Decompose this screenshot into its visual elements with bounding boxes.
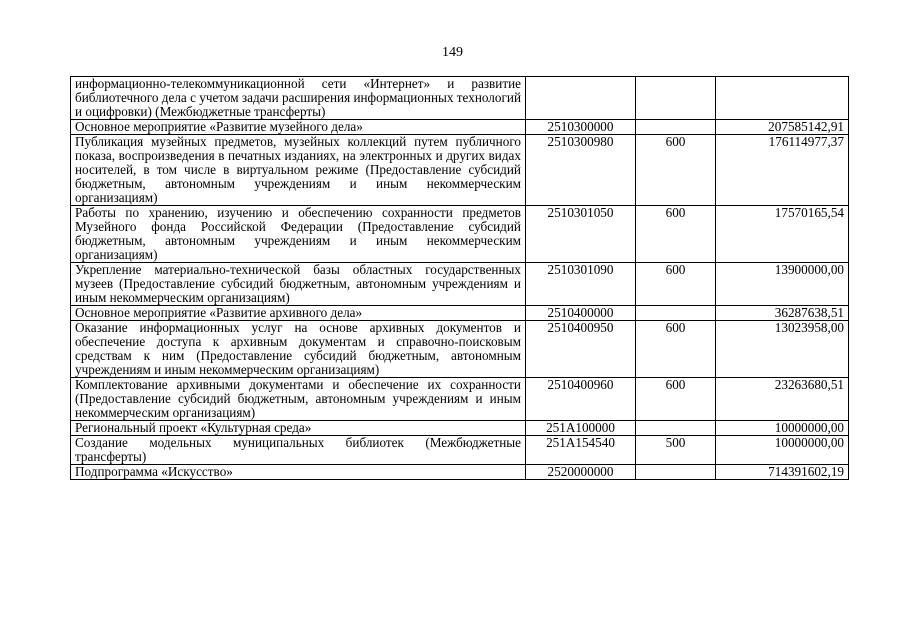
row-target-code: 2520000000: [526, 465, 636, 480]
row-expense-type: [636, 306, 716, 321]
row-target-code: [526, 77, 636, 120]
row-description: Подпрограмма «Искусство»: [71, 465, 526, 480]
table-row: [71, 465, 849, 480]
row-amount: 23263680,51: [716, 378, 849, 421]
row-expense-type: 600: [636, 321, 716, 378]
row-description: Работы по хранению, изучению и обеспечению сохранности предметов Музейного фонда Российской Федерации (Предоставление субсидий бюджетным, автономным учреждениям и иным некоммерческим организациям): [71, 206, 526, 263]
row-description: Основное мероприятие «Развитие архивного дела»: [71, 306, 526, 321]
row-target-code: 2510400960: [526, 378, 636, 421]
table-row: [71, 263, 849, 306]
row-expense-type: 500: [636, 436, 716, 465]
row-description: информационно-телекоммуникационной сети «Интернет» и развитие библиотечного дела с учетом задачи расширения информационных технологий и оцифровки) (Межбюджетные трансферты): [71, 77, 526, 120]
row-expense-type: [636, 465, 716, 480]
table-row: [71, 120, 849, 135]
row-expense-type: [636, 421, 716, 436]
row-expense-type: [636, 120, 716, 135]
row-expense-type: 600: [636, 135, 716, 206]
table-row: [71, 421, 849, 436]
table-row: [71, 135, 849, 206]
row-amount: 10000000,00: [716, 421, 849, 436]
row-description: Региональный проект «Культурная среда»: [71, 421, 526, 436]
row-target-code: 2510301090: [526, 263, 636, 306]
row-amount: 176114977,37: [716, 135, 849, 206]
table-row: [71, 378, 849, 421]
row-description: Оказание информационных услуг на основе архивных документов и обеспечение доступа к архивным документам и справочно-поисковым средствам к ним (Предоставление субсидий бюджетным, автономным учреждениям и иным некоммерческим организациям): [71, 321, 526, 378]
row-expense-type: 600: [636, 206, 716, 263]
row-amount: 714391602,19: [716, 465, 849, 480]
row-target-code: 251А100000: [526, 421, 636, 436]
row-amount: 36287638,51: [716, 306, 849, 321]
row-expense-type: 600: [636, 378, 716, 421]
row-expense-type: 600: [636, 263, 716, 306]
table-row: [71, 321, 849, 378]
page-number: 149: [442, 45, 463, 60]
row-description: Создание модельных муниципальных библиотек (Межбюджетные трансферты): [71, 436, 526, 465]
row-target-code: 2510301050: [526, 206, 636, 263]
table-row: [71, 206, 849, 263]
budget-table: [70, 76, 849, 480]
row-description: Публикация музейных предметов, музейных коллекций путем публичного показа, воспроизведения в печатных изданиях, на электронных и других видах носителей, в том числе в виртуальном режиме (Предоставление субсидий бюджетным, автономным учреждениям и иным некоммерческим организациям): [71, 135, 526, 206]
table-row: [71, 306, 849, 321]
row-description: Основное мероприятие «Развитие музейного дела»: [71, 120, 526, 135]
row-target-code: 2510300000: [526, 120, 636, 135]
table-row: [71, 436, 849, 465]
row-description: Комплектование архивными документами и обеспечение их сохранности (Предоставление субсидий бюджетным, автономным учреждениям и иным некоммерческим организациям): [71, 378, 526, 421]
row-amount: 207585142,91: [716, 120, 849, 135]
row-description: Укрепление материально-технической базы областных государственных музеев (Предоставление субсидий бюджетным, автономным учреждениям и иным некоммерческим организациям): [71, 263, 526, 306]
row-amount: 10000000,00: [716, 436, 849, 465]
row-amount: [716, 77, 849, 120]
row-amount: 17570165,54: [716, 206, 849, 263]
table-row: [71, 77, 849, 120]
row-target-code: 251А154540: [526, 436, 636, 465]
row-target-code: 2510400000: [526, 306, 636, 321]
row-target-code: 2510300980: [526, 135, 636, 206]
row-amount: 13023958,00: [716, 321, 849, 378]
row-amount: 13900000,00: [716, 263, 849, 306]
row-expense-type: [636, 77, 716, 120]
row-target-code: 2510400950: [526, 321, 636, 378]
